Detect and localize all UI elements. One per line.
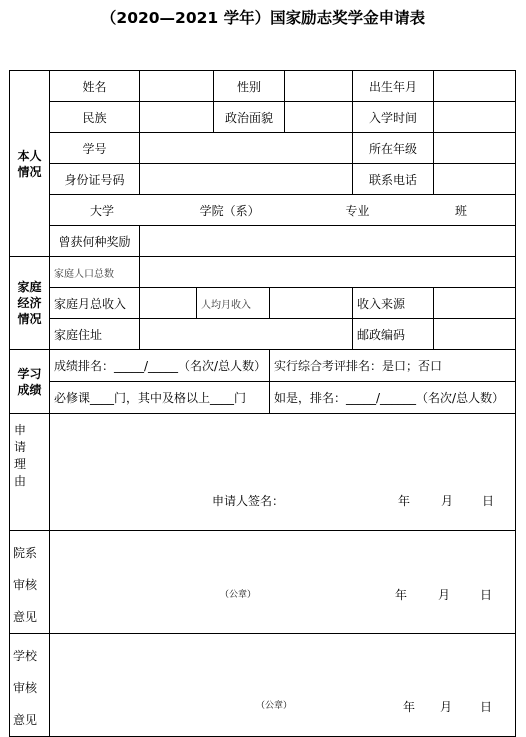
student-id-label: 学号: [50, 133, 140, 164]
birth-field[interactable]: [434, 71, 516, 102]
id-card-field[interactable]: [140, 164, 353, 195]
form-title: （2020—2021 学年）国家励志奖学金申请表: [100, 9, 426, 27]
reason-label: 申请理由: [10, 414, 50, 531]
gender-label: 性别: [214, 71, 285, 102]
school-info-row[interactable]: [50, 195, 516, 226]
per-capita-field[interactable]: [270, 288, 353, 319]
school-day: 日: [480, 700, 493, 714]
birth-label: 出生年月: [353, 71, 434, 102]
name-label: 姓名: [50, 71, 140, 102]
ethnicity-field[interactable]: [140, 102, 214, 133]
department-field[interactable]: [50, 531, 516, 634]
department-label: 院系 审核 意见: [10, 531, 50, 634]
department-seal: （公章）: [220, 590, 257, 600]
monthly-income-field[interactable]: [140, 288, 197, 319]
school-label: 学校 审核 意见: [10, 634, 50, 737]
address-label: 家庭住址: [50, 319, 140, 350]
school-seal: （公章）: [256, 701, 293, 711]
class-label: 班: [454, 203, 467, 218]
study-section-label: 学习成绩: [10, 350, 50, 414]
department-year: 年: [395, 588, 408, 602]
college-label: 学院（系）: [199, 203, 260, 218]
politics-field[interactable]: [285, 102, 353, 133]
major-label: 专业: [345, 203, 370, 218]
politics-label: 政治面貌: [214, 102, 285, 133]
courses-text[interactable]: 必修课____门，其中及格以上____门: [50, 382, 270, 414]
awards-label: 曾获何种奖励: [50, 226, 140, 257]
rank-text[interactable]: 成绩排名：_____/_____（名次/总人数）: [50, 350, 270, 382]
postcode-field[interactable]: [434, 319, 516, 350]
school-year: 年: [403, 700, 416, 714]
per-capita-label: 人均月收入: [197, 288, 270, 319]
monthly-income-label: 家庭月总收入: [50, 288, 140, 319]
phone-label: 联系电话: [353, 164, 434, 195]
income-source-label: 收入来源: [353, 288, 434, 319]
university-label: 大学: [90, 203, 115, 218]
student-id-field[interactable]: [140, 133, 353, 164]
postcode-label: 邮政编码: [353, 319, 434, 350]
if-yes-text[interactable]: 如是，排名：_____/______（名次/总人数）: [270, 382, 516, 414]
school-field[interactable]: [50, 634, 516, 737]
ethnicity-label: 民族: [50, 102, 140, 133]
department-day: 日: [480, 588, 493, 602]
signature-label: 申请人签名：: [212, 494, 285, 508]
reason-day: 日: [482, 494, 495, 508]
department-month: 月: [438, 588, 451, 602]
reason-year: 年: [398, 494, 411, 508]
address-field[interactable]: [140, 319, 353, 350]
personal-section-label: 本人情况: [10, 71, 50, 257]
comprehensive-text[interactable]: 实行综合考评排名：是口；否口: [270, 350, 516, 382]
grade-label: 所在年级: [353, 133, 434, 164]
enroll-label: 入学时间: [353, 102, 434, 133]
grade-field[interactable]: [434, 133, 516, 164]
family-section-label: 家庭经济情况: [10, 257, 50, 350]
school-month: 月: [440, 700, 453, 714]
reason-field[interactable]: [50, 414, 516, 531]
members-label: 家庭人口总数: [50, 257, 140, 288]
id-card-label: 身份证号码: [50, 164, 140, 195]
enroll-field[interactable]: [434, 102, 516, 133]
reason-month: 月: [441, 494, 454, 508]
members-field[interactable]: [140, 257, 516, 288]
gender-field[interactable]: [285, 71, 353, 102]
phone-field[interactable]: [434, 164, 516, 195]
application-form-table: [9, 70, 516, 737]
income-source-field[interactable]: [434, 288, 516, 319]
awards-field[interactable]: [140, 226, 516, 257]
name-field[interactable]: [140, 71, 214, 102]
